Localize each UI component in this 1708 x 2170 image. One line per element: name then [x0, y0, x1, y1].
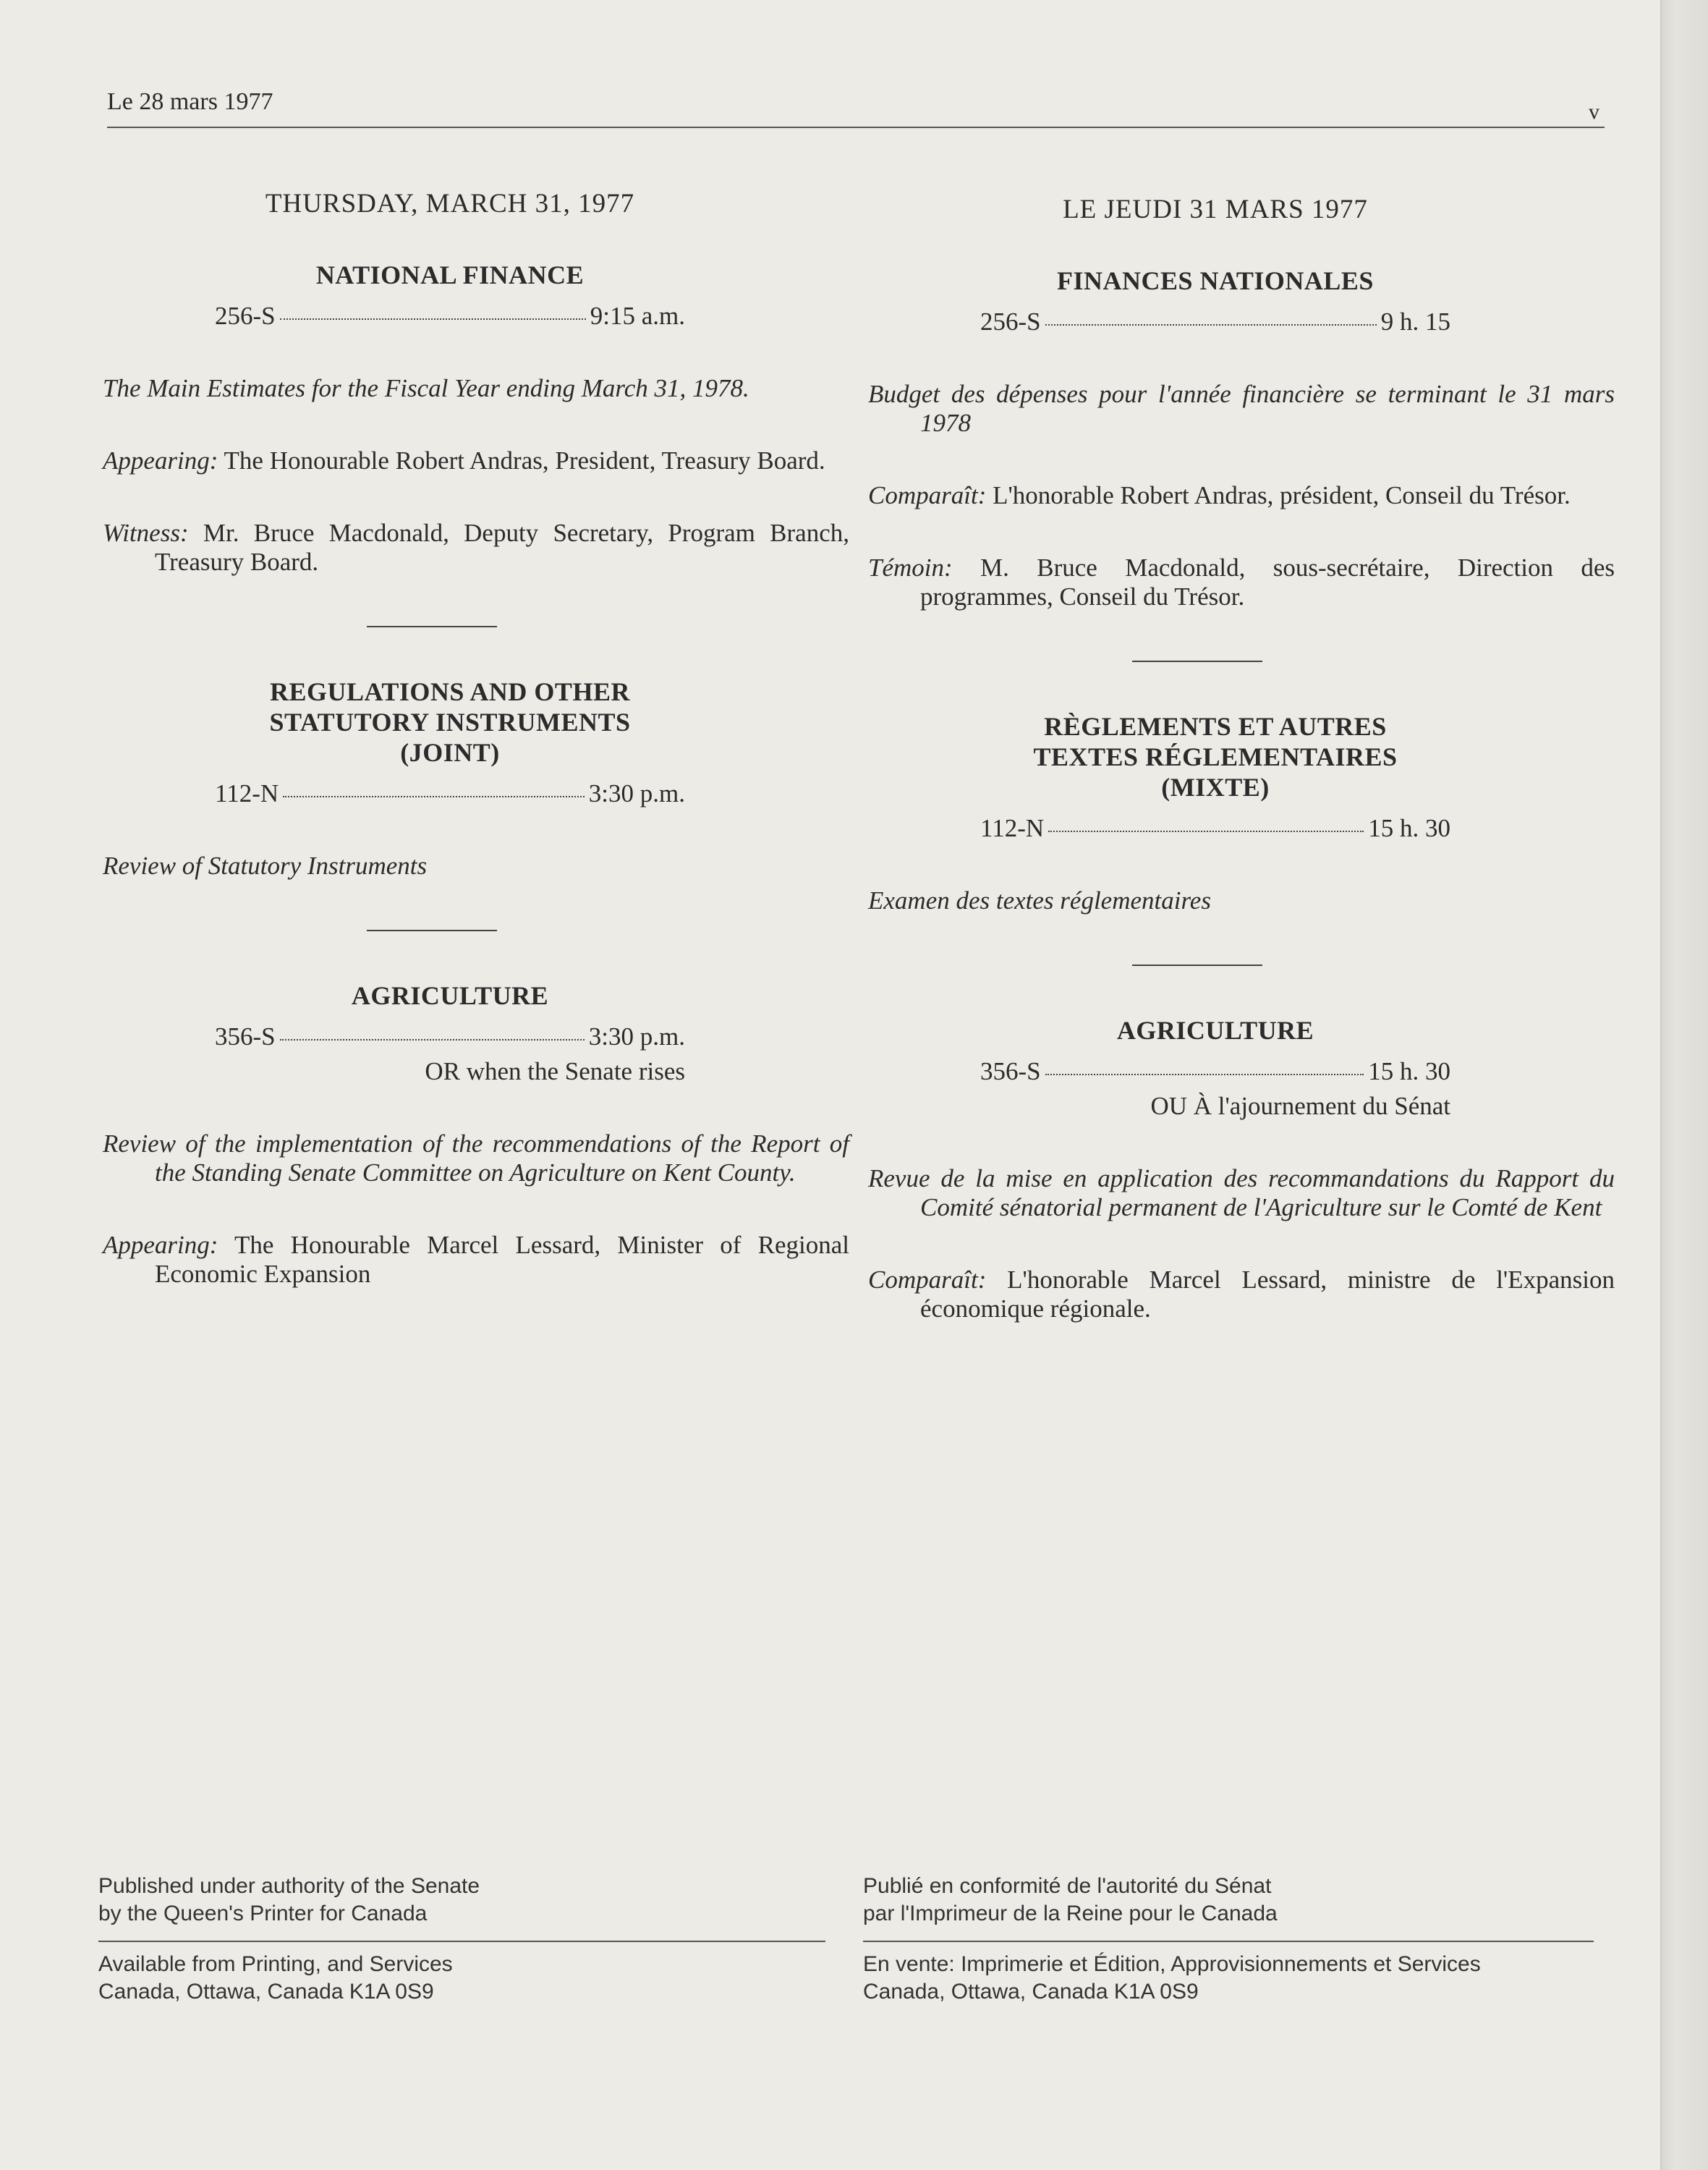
english-agriculture-section	[103, 980, 849, 1289]
english-regulations-title	[103, 677, 797, 768]
leader-dots	[1048, 831, 1364, 832]
appearing-label: Comparaît:	[868, 1266, 987, 1294]
english-column	[103, 188, 850, 1289]
appearing-text: The Honourable Marcel Lessard, Minister of Regional Economic Expansion	[155, 1231, 849, 1288]
french-regulations-title	[868, 711, 1563, 802]
french-finance-appearing	[868, 481, 1615, 510]
appearing-label: Comparaît:	[868, 481, 987, 509]
appearing-text: L'honorable Marcel Lessard, ministre de l'Expansion économique régionale.	[920, 1266, 1615, 1323]
room-number: 112-N	[980, 814, 1045, 842]
english-agriculture-alt-time: OR when the Senate rises	[425, 1057, 685, 1085]
english-agriculture-subject: Review of the implementation of the recommendations of the Report of the Standing Senate Committee on Agriculture on Kent County.	[103, 1129, 849, 1187]
page-number: v	[1589, 100, 1599, 124]
english-agriculture-title: AGRICULTURE	[351, 981, 549, 1010]
english-finance-appearing	[103, 446, 849, 475]
leader-dots	[1045, 1074, 1364, 1075]
section-divider	[367, 626, 497, 627]
french-agriculture-title: AGRICULTURE	[1116, 1016, 1314, 1045]
french-finance-title: FINANCES NATIONALES	[1057, 266, 1374, 295]
footer-published-line: par l'Imprimeur de la Reine pour le Canada	[863, 1902, 1278, 1925]
meeting-time: 3:30 p.m.	[588, 1022, 685, 1051]
footer-available-line: Available from Printing, and Services	[98, 1952, 453, 1976]
english-finance-section	[103, 260, 850, 577]
meeting-time: 9:15 a.m.	[590, 302, 685, 330]
french-finance-witness	[868, 554, 1615, 611]
french-date-heading: LE JEUDI 31 MARS 1977	[1063, 195, 1368, 224]
french-footer	[863, 1873, 1594, 2006]
english-finance-witness	[103, 519, 849, 577]
french-agriculture-alt-time: OU À l'ajournement du Sénat	[1150, 1092, 1450, 1120]
french-regulations-subject: Examen des textes réglementaires	[868, 886, 1211, 915]
room-number: 256-S	[215, 302, 276, 330]
footer-available-line: Canada, Ottawa, Canada K1A 0S9	[863, 1980, 1199, 2004]
meeting-time: 15 h. 30	[1368, 814, 1450, 842]
witness-label: Witness:	[103, 519, 189, 547]
french-finance-subject: Budget des dépenses pour l'année financière se terminant le 31 mars 1978	[868, 380, 1615, 437]
english-date-heading: THURSDAY, MARCH 31, 1977	[265, 189, 635, 219]
footer-available-line: Canada, Ottawa, Canada K1A 0S9	[98, 1980, 434, 2004]
french-agriculture-subject: Revue de la mise en application des recommandations du Rapport du Comité sénatorial permanent de l'Agriculture sur le Comté de Kent	[868, 1164, 1615, 1221]
leader-dots	[1045, 324, 1377, 326]
meeting-time: 15 h. 30	[1368, 1057, 1450, 1085]
appearing-text: The Honourable Robert Andras, President, Treasury Board.	[224, 446, 825, 475]
room-number: 356-S	[215, 1022, 276, 1051]
english-finance-schedule	[215, 302, 685, 331]
footer-rule	[98, 1941, 825, 1942]
title-line: (MIXTE)	[1161, 773, 1270, 802]
title-line: STATUTORY INSTRUMENTS	[269, 708, 631, 737]
french-regulations-schedule	[980, 814, 1450, 843]
header-rule	[107, 127, 1605, 128]
room-number: 256-S	[980, 308, 1041, 336]
section-divider	[367, 930, 497, 931]
witness-text: Mr. Bruce Macdonald, Deputy Secretary, Program Branch, Treasury Board.	[155, 519, 850, 576]
french-regulations-section	[868, 711, 1563, 915]
witness-text: M. Bruce Macdonald, sous-secrétaire, Direction des programmes, Conseil du Trésor.	[920, 554, 1615, 611]
english-footer	[98, 1873, 825, 2006]
appearing-text: L'honorable Robert Andras, président, Conseil du Trésor.	[993, 481, 1571, 509]
footer-published-line: Published under authority of the Senate	[98, 1874, 480, 1898]
english-regulations-section	[103, 677, 797, 881]
french-finance-section	[868, 266, 1615, 611]
meeting-time: 3:30 p.m.	[588, 779, 685, 808]
french-agriculture-appearing	[868, 1266, 1615, 1323]
english-regulations-schedule	[215, 779, 685, 808]
footer-available-line: En vente: Imprimerie et Édition, Approvisionnements et Services	[863, 1952, 1481, 1976]
english-agriculture-schedule	[215, 1022, 685, 1051]
section-divider	[1132, 661, 1262, 662]
section-divider	[1132, 965, 1262, 966]
title-line: (JOINT)	[400, 738, 500, 767]
title-line: TEXTES RÉGLEMENTAIRES	[1033, 742, 1398, 771]
running-head: Le 28 mars 1977	[107, 88, 273, 115]
footer-rule	[863, 1941, 1594, 1942]
meeting-time: 9 h. 15	[1380, 308, 1450, 336]
french-agriculture-section	[868, 1015, 1615, 1323]
room-number: 112-N	[215, 779, 279, 808]
footer-published-line: Publié en conformité de l'autorité du Sénat	[863, 1874, 1272, 1898]
leader-dots	[283, 796, 585, 797]
witness-label: Témoin:	[868, 554, 953, 582]
english-regulations-subject: Review of Statutory Instruments	[103, 852, 428, 880]
appearing-label: Appearing:	[103, 1231, 218, 1259]
appearing-label: Appearing:	[103, 446, 218, 475]
english-agriculture-appearing	[103, 1231, 849, 1289]
room-number: 356-S	[980, 1057, 1041, 1085]
footer-published-line: by the Queen's Printer for Canada	[98, 1902, 428, 1925]
title-line: REGULATIONS AND OTHER	[270, 677, 630, 706]
english-finance-title: NATIONAL FINANCE	[315, 260, 585, 289]
french-column	[868, 194, 1615, 1323]
french-agriculture-schedule	[980, 1057, 1450, 1086]
leader-dots	[280, 318, 586, 320]
page-edge	[1660, 0, 1708, 2170]
title-line: RÈGLEMENTS ET AUTRES	[1044, 712, 1387, 741]
english-finance-subject: The Main Estimates for the Fiscal Year ending March 31, 1978.	[103, 374, 749, 402]
french-finance-schedule	[980, 308, 1450, 336]
leader-dots	[280, 1039, 585, 1041]
